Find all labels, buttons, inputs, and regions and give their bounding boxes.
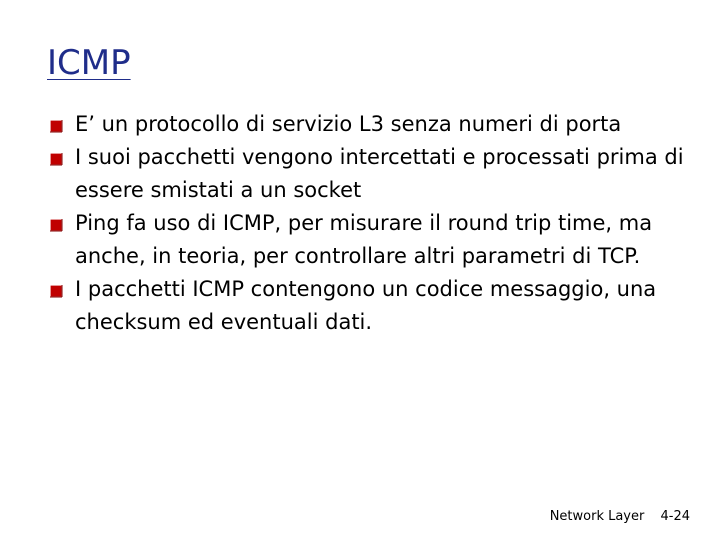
bullet-list: [49, 108, 699, 339]
bullet-text: I suoi pacchetti vengono intercettati e processati prima di essere smistati a un socket: [75, 145, 684, 202]
page-number: 4-24: [660, 509, 690, 524]
footer-section: Network Layer: [549, 509, 645, 524]
bullet-text: I pacchetti ICMP contengono un codice messaggio, una checksum ed eventuali dati.: [75, 277, 657, 334]
bullet-text: E’ un protocollo di servizio L3 senza numeri di porta: [75, 112, 622, 136]
square-bullet-icon: [49, 152, 63, 166]
slide-title: ICMP: [47, 43, 131, 83]
bullet-item: [49, 108, 699, 141]
square-bullet-icon: [49, 284, 63, 298]
bullet-item: [49, 207, 699, 273]
slide-footer: [550, 509, 690, 524]
square-bullet-icon: [49, 119, 63, 133]
bullet-item: [49, 141, 699, 207]
bullet-text: Ping fa uso di ICMP, per misurare il round trip time, ma anche, in teoria, per controllare altri parametri di TCP.: [75, 211, 653, 268]
bullet-item: [49, 273, 699, 339]
square-bullet-icon: [49, 218, 63, 232]
